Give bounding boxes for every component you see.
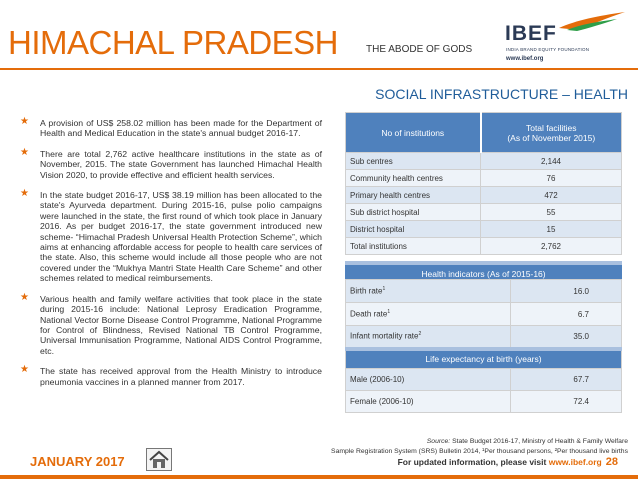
list-item: ★ There are total 2,762 active healthcare institutions in the state as of November, 2015. The state Government has launched Himachal Health Vision 2020, to provide effective and efficient health services. [20, 146, 322, 180]
star-bullet-icon: ★ [20, 116, 29, 127]
institutions-table [345, 112, 622, 255]
footer-info: For updated information, please visit www.ibef.org 28 [397, 456, 618, 468]
table-row: Birth rate$^1$ 16.0 [346, 280, 622, 303]
table-row: District hospital 15 [346, 221, 622, 238]
logo-tagline: INDIA BRAND EQUITY FOUNDATION [506, 47, 590, 52]
source-note: Source: State Budget 2016-17, Ministry of Health & Family Welfare Sample Registration System (SRS) Bulletin 2014, ¹Per thousand persons, ²Per thousand live births [331, 438, 628, 455]
column-header: No of institutions [346, 113, 481, 153]
page-number: 28 [605, 456, 618, 468]
footer-divider [0, 475, 638, 479]
health-indicators-header: Health indicators (As of 2015-16) [345, 261, 622, 279]
list-item: ★ In the state budget 2016-17, US$ 38.19 million has been allocated to the state's Ayurveda department. During 2015-16, pulse polio campaigns were launched in the state, the first round of which took place in January 2016. As per budget 2016-17, the state government introduced new scheme- “Himachal Pradesh Universal Health Protection Scheme”, which aims at enhancing affordable access for people to health care services of the state. Also, this scheme would include all those people who are not covered under the “Mukhya Mantri State Health Care Scheme” and other schemes related to medical reimbursements. [20, 188, 322, 284]
footer-url-link[interactable]: www.ibef.org [548, 457, 602, 467]
table-row: Community health centres 76 [346, 170, 622, 187]
health-indicators-table [345, 279, 622, 413]
star-bullet-icon: ★ [20, 364, 29, 376]
bird-logo-icon [557, 10, 627, 32]
home-icon [147, 449, 171, 470]
star-bullet-icon: ★ [20, 291, 29, 303]
page-title: HIMACHAL PRADESH [8, 24, 339, 61]
logo-name: IBEF [505, 22, 557, 45]
table-row: Sub district hospital 55 [346, 204, 622, 221]
table-row: Male (2006-10) 67.7 [346, 369, 622, 391]
home-button[interactable] [146, 448, 172, 471]
table-header-row [346, 113, 622, 153]
ibef-logo[interactable] [505, 8, 630, 66]
list-item: ★ Various health and family welfare activities that took place in the state during 2015-16 include: National Leprosy Eradication Programme, National Vector Borne Disease Control Programme, National Programme for Control of Blindness, Revised National TB Control Programme, Universal Immunisation Programme, National AIDS Control Programme, etc. [20, 291, 322, 356]
table-row: Primary health centres 472 [346, 187, 622, 204]
star-bullet-icon: ★ [20, 188, 29, 200]
life-expectancy-header: Life expectancy at birth (years) [346, 349, 622, 369]
table-row: Death rate$^1$ 6.7 [346, 303, 622, 326]
bullet-list [20, 118, 322, 397]
list-item: ★ The state has received approval from the Health Ministry to introduce pneumonia vaccines in a planned manner from 2017. [20, 364, 322, 387]
logo-url: www.ibef.org [506, 56, 544, 62]
list-item: ★ A provision of US$ 258.02 million has been made for the Department of Health and Medical Education in the state's annual budget 2016-17. [20, 116, 322, 139]
footer-date: JANUARY 2017 [30, 454, 125, 469]
table-row: Female (2006-10) 72.4 [346, 391, 622, 413]
table-row: Total institutions 2,762 [346, 238, 622, 255]
table-row: Infant mortality rate$^2$ 35.0 [346, 326, 622, 349]
column-header: Total facilities (As of November 2015) [481, 113, 622, 153]
header-divider [0, 68, 638, 70]
page-subtitle: THE ABODE OF GODS [366, 44, 473, 55]
table-row: Sub centres 2,144 [346, 153, 622, 170]
life-expectancy-header-row [346, 349, 622, 369]
star-bullet-icon: ★ [20, 146, 29, 158]
section-title: SOCIAL INFRASTRUCTURE – HEALTH [375, 86, 628, 102]
